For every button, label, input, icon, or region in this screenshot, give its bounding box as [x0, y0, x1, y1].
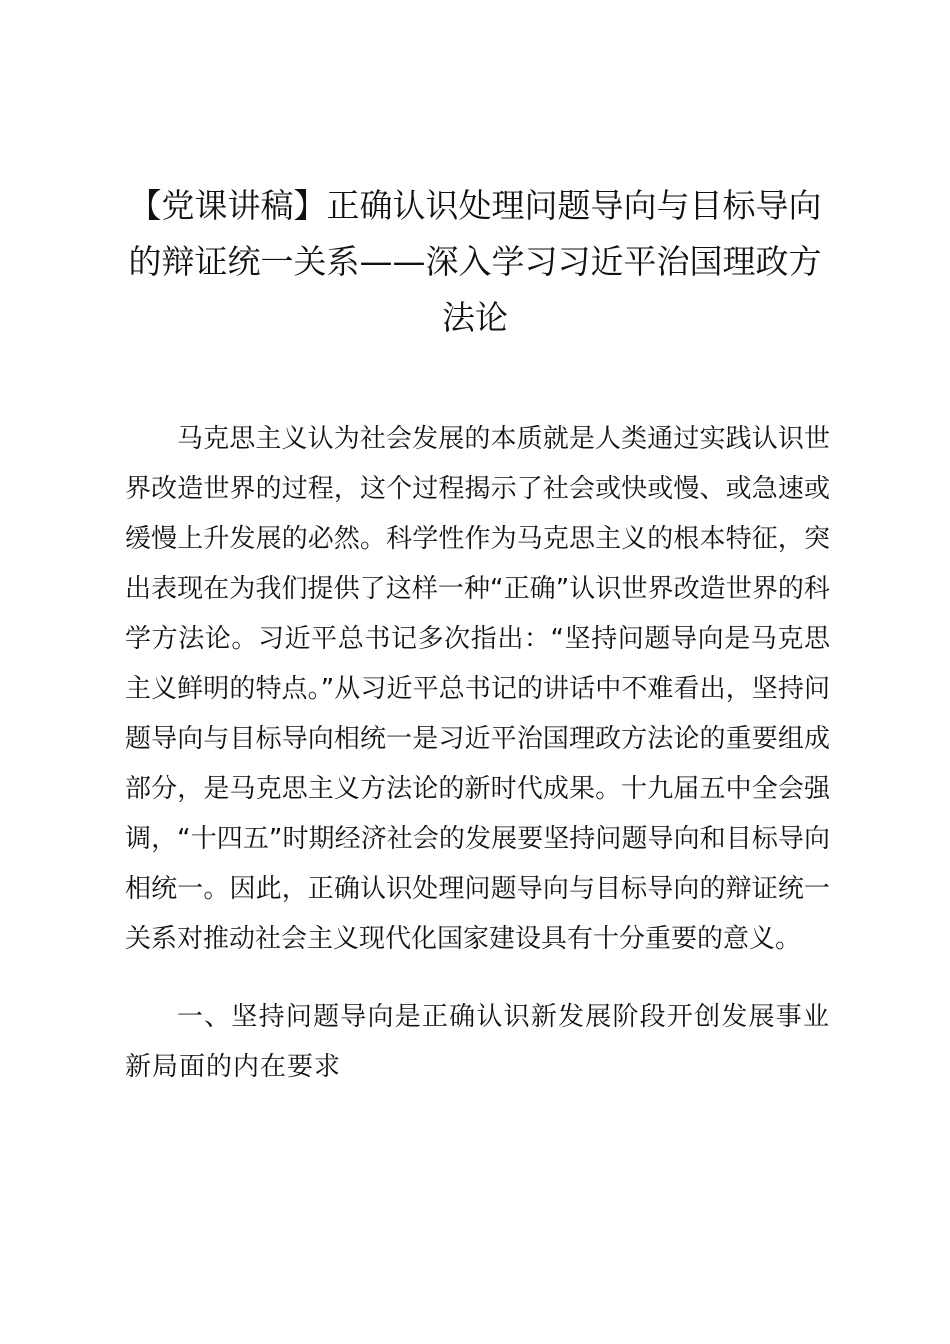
body-paragraph: 马克思主义认为社会发展的本质就是人类通过实践认识世界改造世界的过程，这个过程揭示了社会或快或慢、或急速或缓慢上升发展的必然。科学性作为马克思主义的根本特征，突出表现在为我们提供了这样一种“正确”认识世界改造世界的科学方法论。习近平总书记多次指出：“坚持问题导向是马克思主义鲜明的特点。”从习近平总书记的讲话中不难看出，坚持问题导向与目标导向相统一是习近平治国理政方法论的重要组成部分，是马克思主义方法论的新时代成果。十九届五中全会强调，“十四五”时期经济社会的发展要坚持问题导向和目标导向相统一。因此，正确认识处理问题导向与目标导向的辩证统一关系对推动社会主义现代化国家建设具有十分重要的意义。: [125, 424, 830, 954]
document-title: 【党课讲稿】正确认识处理问题导向与目标导向的辩证统一关系——深入学习习近平治国理政方法论: [128, 186, 822, 337]
document-body: [125, 414, 830, 1092]
section-heading: 一、坚持问题导向是正确认识新发展阶段开创发展事业新局面的内在要求: [125, 1002, 830, 1082]
